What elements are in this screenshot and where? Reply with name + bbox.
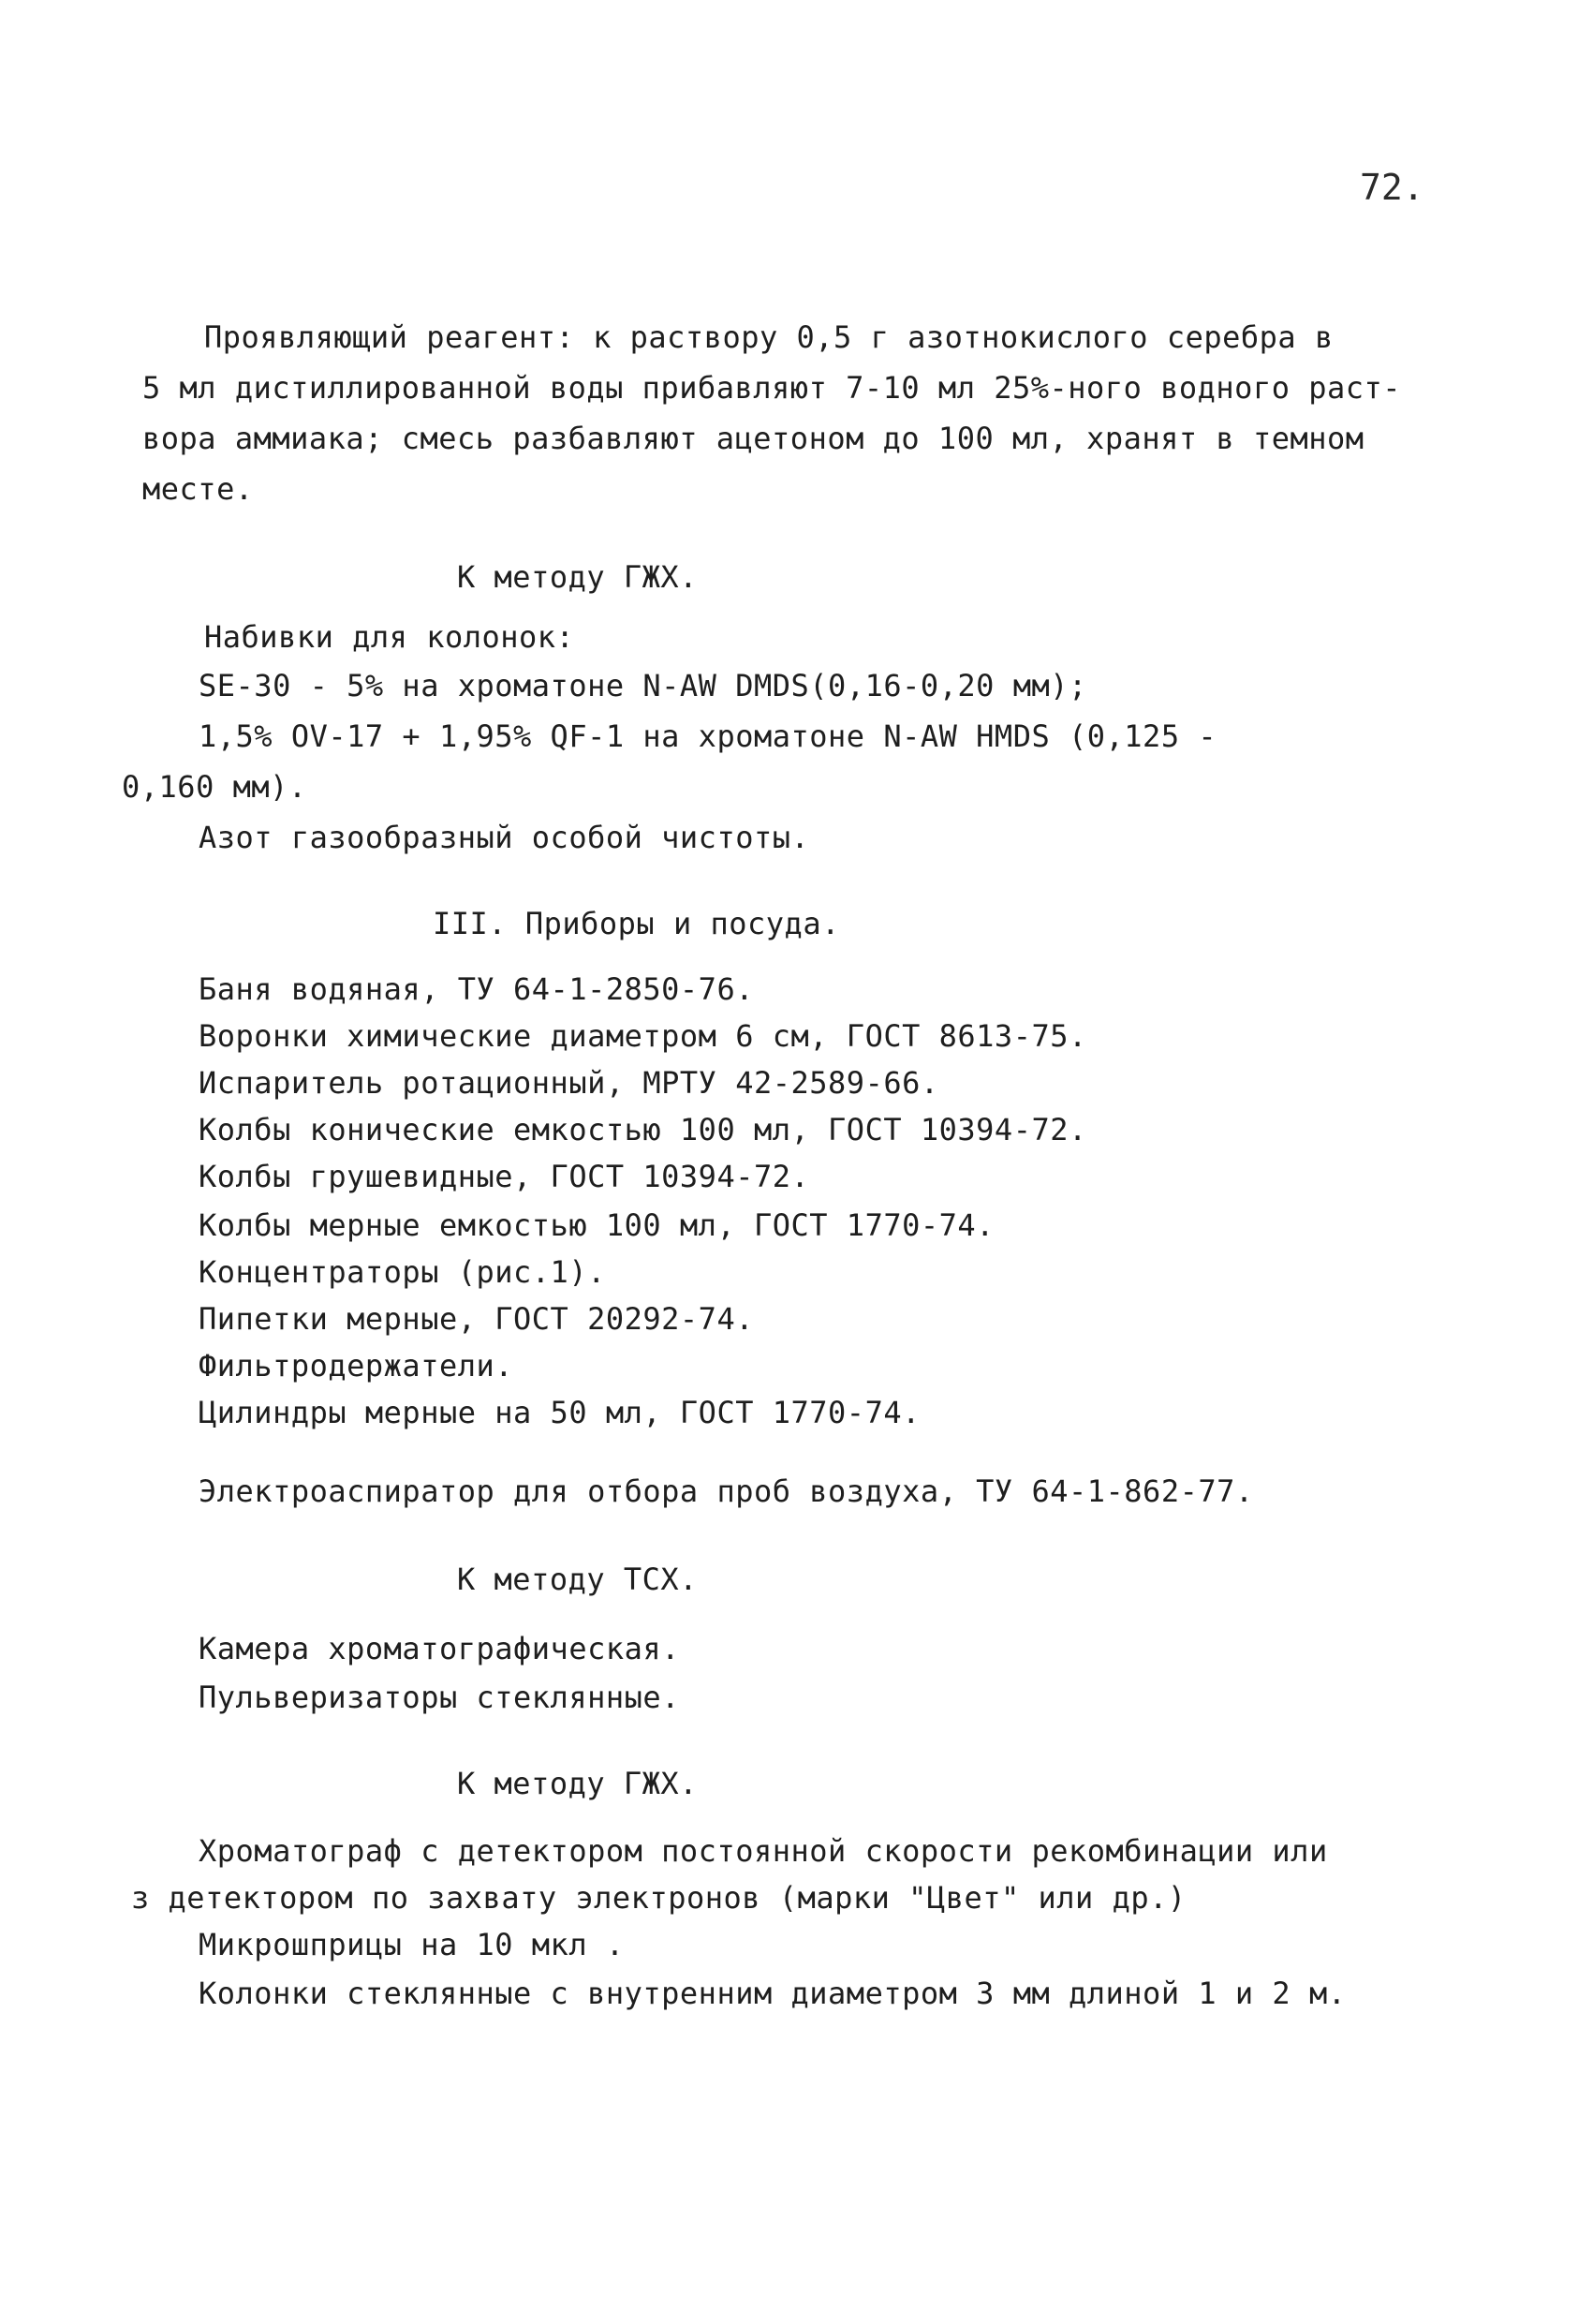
packing-line-2b: 0,160 мм). xyxy=(122,769,307,805)
reagent-line-3: вора аммиака; смесь разбавляют ацетоном до 100 мл, хранят в темном xyxy=(142,421,1364,456)
reagent-line-4: месте. xyxy=(142,471,254,507)
tskh-item: Камера хроматографическая. xyxy=(199,1631,680,1666)
tskh-item: Пульверизаторы стеклянные. xyxy=(199,1680,680,1715)
chromatograph-line-2: з детектором по захвату электронов (марки "Цвет" или др.) xyxy=(131,1880,1187,1916)
page-number: 72. xyxy=(1360,167,1424,208)
instrument-item: Пипетки мерные, ГОСТ 20292-74. xyxy=(199,1301,754,1337)
nitrogen-line: Азот газообразный особой чистоты. xyxy=(199,820,810,855)
microsyringe-line: Микрошприцы на 10 мкл . xyxy=(199,1927,625,1962)
instrument-item: Испаритель ротационный, МРТУ 42-2589-66. xyxy=(199,1065,939,1101)
section-heading-instruments: III. Приборы и посуда. xyxy=(433,906,840,941)
instrument-item: Колбы мерные емкостью 100 мл, ГОСТ 1770-74. xyxy=(199,1207,995,1243)
instrument-item: Фильтродержатели. xyxy=(199,1348,514,1384)
section-heading-gzhkh-2: К методу ГЖХ. xyxy=(457,1766,698,1801)
instrument-item: Баня водяная, ТУ 64-1-2850-76. xyxy=(199,971,754,1007)
packing-title: Набивки для колонок: xyxy=(204,619,575,655)
section-heading-tskh: К методу ТСХ. xyxy=(457,1562,698,1597)
instrument-item: Колбы конические емкостью 100 мл, ГОСТ 10394-72. xyxy=(199,1112,1087,1147)
packing-line-2a: 1,5% OV-17 + 1,95% QF-1 на хроматоне N-AW HMDS (0,125 - xyxy=(199,718,1217,754)
chromatograph-line-1: Хроматограф с детектором постоянной скорости рекомбинации или xyxy=(199,1833,1328,1869)
instrument-item: Колбы грушевидные, ГОСТ 10394-72. xyxy=(199,1159,810,1194)
reagent-line-2: 5 мл дистиллированной воды прибавляют 7-10 мл 25%-ного водного раст- xyxy=(142,370,1402,406)
instrument-item: Цилиндры мерные на 50 мл, ГОСТ 1770-74. xyxy=(199,1395,921,1430)
instrument-item: Воронки химические диаметром 6 см, ГОСТ 8613-75. xyxy=(199,1018,1087,1054)
packing-line-1: SE-30 - 5% на хроматоне N-AW DMDS(0,16-0,20 мм); xyxy=(199,668,1087,703)
reagent-line-1: Проявляющий реагент: к раствору 0,5 г азотнокислого серебра в xyxy=(204,319,1334,355)
aspirator-line: Электроаспиратор для отбора проб воздуха, ТУ 64-1-862-77. xyxy=(199,1473,1254,1509)
columns-line: Колонки стеклянные с внутренним диаметром 3 мм длиной 1 и 2 м. xyxy=(199,1976,1347,2011)
instrument-item: Концентраторы (рис.1). xyxy=(199,1254,606,1290)
section-heading-gzhkh-1: К методу ГЖХ. xyxy=(457,559,698,595)
